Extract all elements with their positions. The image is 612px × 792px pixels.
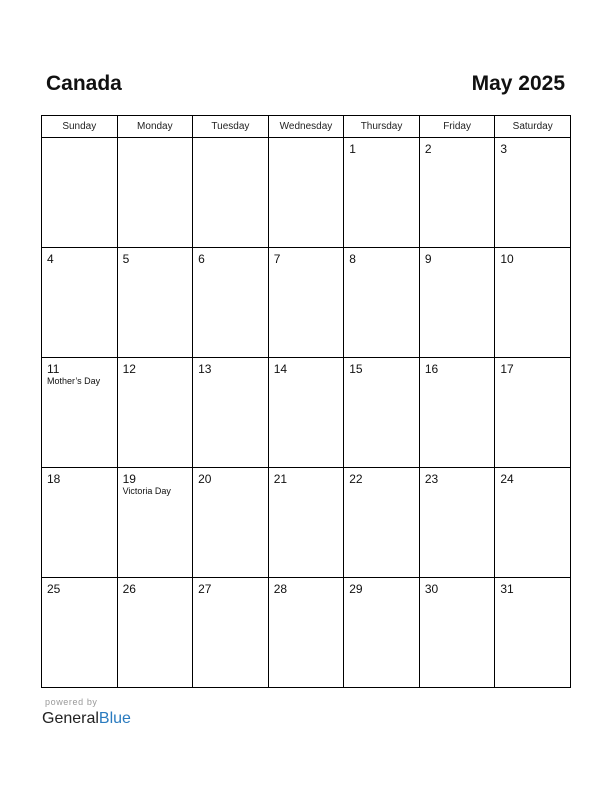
day-number: 3 xyxy=(500,142,508,156)
day-number: 22 xyxy=(349,472,363,486)
day-number: 13 xyxy=(198,362,212,376)
day-cell xyxy=(42,468,118,578)
day-cell xyxy=(268,248,344,358)
day-number: 12 xyxy=(122,362,136,376)
day-cell xyxy=(344,578,420,688)
day-number: 28 xyxy=(273,582,288,596)
day-number: 15 xyxy=(349,362,363,376)
day-cell xyxy=(117,248,193,358)
day-number: 27 xyxy=(198,582,212,596)
day-cell xyxy=(268,468,344,578)
day-number: 9 xyxy=(424,252,432,266)
day-cell xyxy=(42,578,118,688)
weekday-monday: Monday xyxy=(117,116,193,138)
calendar-grid xyxy=(41,115,571,688)
day-number xyxy=(118,138,193,142)
day-cell xyxy=(495,358,571,468)
weekday-sunday: Sunday xyxy=(42,116,118,138)
day-number: 17 xyxy=(500,362,514,376)
week-row-2 xyxy=(42,248,571,358)
weekday-wednesday: Wednesday xyxy=(268,116,344,138)
day-cell xyxy=(42,358,118,468)
day-number: 26 xyxy=(122,582,136,596)
country-title: Canada xyxy=(46,72,122,95)
day-cell xyxy=(344,138,420,248)
day-number: 20 xyxy=(198,472,212,486)
day-number: 18 xyxy=(47,472,61,486)
day-cell xyxy=(42,138,118,248)
weekday-thursday: Thursday xyxy=(344,116,420,138)
day-number: 24 xyxy=(500,472,514,486)
day-cell xyxy=(419,248,495,358)
day-number: 29 xyxy=(349,582,363,596)
day-number: 8 xyxy=(349,252,356,266)
day-cell xyxy=(268,138,344,248)
month-year-title: May 2025 xyxy=(471,72,565,95)
day-number: 16 xyxy=(424,362,439,376)
brand-name-general: General xyxy=(42,710,99,727)
day-cell xyxy=(419,578,495,688)
day-cell xyxy=(193,468,269,578)
day-number: 5 xyxy=(122,252,130,266)
holiday-label: Victoria Day xyxy=(122,486,171,496)
day-cell xyxy=(495,468,571,578)
day-cell xyxy=(344,468,420,578)
weekday-friday: Friday xyxy=(419,116,495,138)
day-number: 7 xyxy=(273,252,281,266)
holiday-label: Mother’s Day xyxy=(47,376,101,386)
day-number: 23 xyxy=(424,472,439,486)
day-number: 14 xyxy=(273,362,288,376)
footer-branding xyxy=(42,697,131,730)
day-number: 30 xyxy=(424,582,439,596)
day-number: 2 xyxy=(424,142,432,156)
day-cell xyxy=(495,578,571,688)
day-cell xyxy=(117,138,193,248)
powered-by-text: powered by xyxy=(45,697,98,707)
day-cell xyxy=(193,578,269,688)
day-cell xyxy=(419,358,495,468)
weekday-saturday: Saturday xyxy=(495,116,571,138)
day-cell xyxy=(193,138,269,248)
day-cell xyxy=(495,138,571,248)
day-number: 21 xyxy=(273,472,288,486)
day-number: 1 xyxy=(349,142,356,156)
day-cell xyxy=(117,358,193,468)
weekday-tuesday: Tuesday xyxy=(193,116,269,138)
week-row-5 xyxy=(42,578,571,688)
day-number: 25 xyxy=(47,582,61,596)
weekday-header-row xyxy=(42,116,571,138)
day-cell xyxy=(344,358,420,468)
day-number: 4 xyxy=(47,252,54,266)
day-number: 10 xyxy=(500,252,514,266)
week-row-4 xyxy=(42,468,571,578)
brand-logo[interactable] xyxy=(42,708,131,730)
day-cell xyxy=(268,358,344,468)
day-number xyxy=(42,138,117,142)
day-cell xyxy=(419,138,495,248)
day-cell xyxy=(419,468,495,578)
day-number: 11 xyxy=(47,362,60,376)
day-cell xyxy=(344,248,420,358)
day-cell xyxy=(495,248,571,358)
day-cell xyxy=(268,578,344,688)
day-cell xyxy=(117,468,193,578)
day-number: 19 xyxy=(122,472,136,486)
week-row-3 xyxy=(42,358,571,468)
week-row-1 xyxy=(42,138,571,248)
day-cell xyxy=(193,248,269,358)
day-number xyxy=(193,138,268,142)
day-number: 31 xyxy=(500,582,514,596)
brand-name-blue: Blue xyxy=(98,710,131,727)
day-number xyxy=(269,138,344,142)
day-cell xyxy=(117,578,193,688)
day-cell xyxy=(193,358,269,468)
day-cell xyxy=(42,248,118,358)
day-number: 6 xyxy=(198,252,205,266)
